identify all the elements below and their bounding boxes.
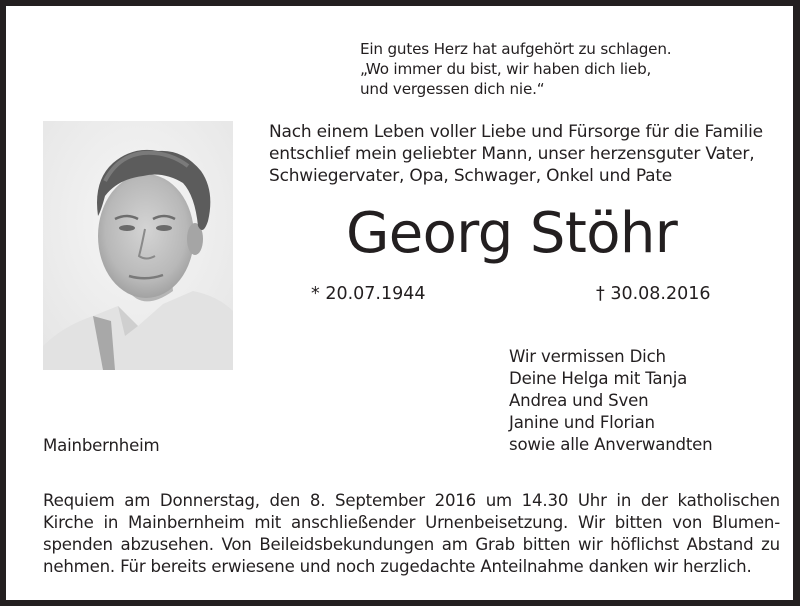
- mourners-list: [509, 346, 712, 456]
- mourners-line: sowie alle Anverwandten: [509, 435, 713, 454]
- intro-line: Schwiegervater, Opa, Schwager, Onkel und Pate: [269, 166, 673, 186]
- place-name: Mainbernheim: [43, 436, 160, 455]
- funeral-details-line: nehmen. Für bereits erwiesene und noch zugedachte Anteilnahme danken wir herzlich.: [43, 557, 752, 576]
- death-notice: [6, 6, 793, 600]
- funeral-details-line: Kirche in Mainbernheim mit anschließender Urnenbeisetzung. Wir bitten von Blumen-: [43, 513, 780, 532]
- mourners-line: Andrea und Sven: [509, 391, 649, 410]
- intro-line: Nach einem Leben voller Liebe und Fürsorge für die Familie: [269, 122, 763, 142]
- portrait-image: [43, 121, 233, 370]
- mourners-line: Deine Helga mit Tanja: [509, 369, 688, 388]
- deceased-name: Georg Stöhr: [346, 201, 678, 266]
- mourners-line: Janine und Florian: [509, 413, 655, 432]
- motto-line: und vergessen dich nie.“: [360, 80, 545, 98]
- mourners-line: Wir vermissen Dich: [509, 347, 666, 366]
- portrait-photo: [43, 121, 233, 370]
- intro-line: entschlief mein geliebter Mann, unser herzensguter Vater,: [269, 144, 755, 164]
- funeral-details: [43, 490, 780, 578]
- death-date: † 30.08.2016: [596, 284, 711, 304]
- motto-line: Ein gutes Herz hat aufgehört zu schlagen.: [360, 40, 672, 58]
- birth-date: * 20.07.1944: [311, 284, 426, 304]
- intro-text: [269, 121, 763, 187]
- motto-verse: [360, 39, 671, 99]
- funeral-details-line: spenden abzusehen. Von Beileidsbekundungen am Grab bitten wir höflichst Abstand zu: [43, 535, 780, 554]
- funeral-details-line: Requiem am Donnerstag, den 8. September 2016 um 14.30 Uhr in der katholischen: [43, 491, 780, 510]
- motto-line: „Wo immer du bist, wir haben dich lieb,: [360, 60, 652, 78]
